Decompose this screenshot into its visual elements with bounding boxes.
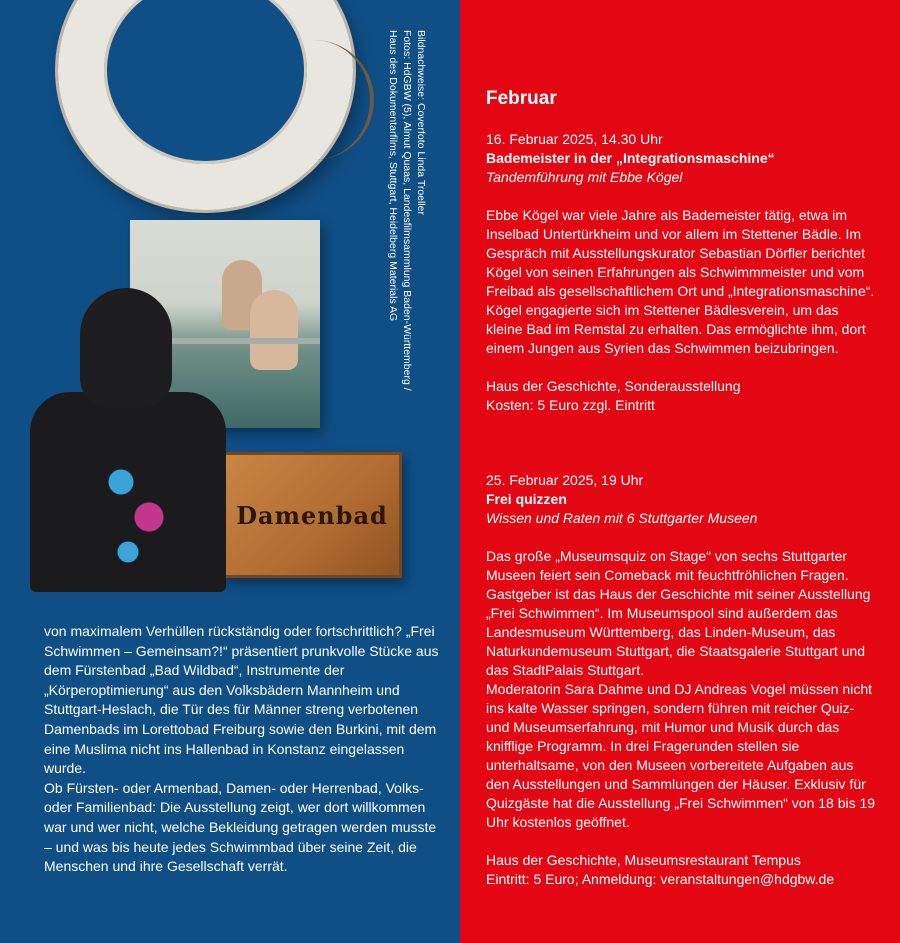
event-description: Das große „Museumsquiz on Stage“ von sechs Stuttgarter Museen feiert sein Comeback mit feuchtfröhlichen Fragen. Gastgeber ist das Haus der Geschichte mit seiner Ausstellung „Frei Schwimmen“. Im Museumspool sind außerdem das Landesmuseum Württemberg, das Linden-Museum, das Naturkundemuseum Stuttgart, die Staatsgalerie Stuttgart und das StadtPalais Stuttgart. <box>486 548 871 678</box>
left-paragraph-1: von maximalem Verhüllen rückständig oder fortschrittlich? „Frei Schwimmen – Gemeinsam?!“ präsentiert prunkvolle Stücke aus dem Fürstenbad „Bad Wildbad“, Instrumente der „Körperoptimierung“ aus den Volksbädern Mannheim und Stuttgart-Heslach, die Tür des für Männer streng verbotenen Damenbads im Lorettobad Freiburg sowie den Burkini, mit dem eine Muslima nicht ins Hallenbad in Konstanz eingelassen wurde. <box>44 623 439 777</box>
event-date: 16. Februar 2025, 14.30 Uhr <box>486 131 663 147</box>
event-cost: Eintritt: 5 Euro; Anmeldung: veranstaltungen@hdgbw.de <box>486 871 835 887</box>
event-subtitle: Wissen und Raten mit 6 Stuttgarter Museen <box>486 510 758 526</box>
burkini-print <box>100 440 170 580</box>
left-body-text <box>44 622 439 877</box>
damenbad-sign-image <box>222 452 402 578</box>
event-title: Frei quizzen <box>486 491 567 507</box>
month-heading: Februar <box>486 88 557 109</box>
photo-credits: Bildnachweise: Coverfoto Linda Troeller Fotos: HdGBW (5), Almut Quaas, Landesfilmsammlung Baden-Württemberg / Haus des Dokumentarfilms, Stuttgart, Heidelberg Materials AG <box>387 30 427 391</box>
sign-text: Damenbad <box>236 500 388 530</box>
event-date: 25. Februar 2025, 19 Uhr <box>486 472 644 488</box>
event-venue: Haus der Geschichte, Sonderausstellung <box>486 378 741 394</box>
right-panel <box>460 0 900 943</box>
event-title: Bademeister in der „Integrationsmaschine“ <box>486 150 775 166</box>
event-venue: Haus der Geschichte, Museumsrestaurant Tempus <box>486 852 801 868</box>
event-description-2: Moderatorin Sara Dahme und DJ Andreas Vogel müssen nicht ins kalte Wasser springen, sondern führen mit reicher Quiz- und Museumserfahrung, mit Humor und Musik durch das knifflige Programm. In drei Fragerunden stellen sie unterhaltsame, von den Museen vorbereitete Aufgaben aus den Ausstellungen und Sammlungen der Häuser. Exklusiv für Quizgäste hat die Ausstellung „Frei Schwimmen“ von 18 bis 19 Uhr kostenlos geöffnet. <box>486 681 876 830</box>
event-description: Ebbe Kögel war viele Jahre als Bademeister tätig, etwa im Inselbad Untertürkheim und vor allem im Stettener Bädle. Im Gespräch mit Ausstellungskurator Sebastian Dörfler berichtet Kögel von seinen Erfahrungen als Schwimmmeister und vom Freibad als gesellschaftlichem Ort und „Integrationsmaschine“. Kögel engagierte sich im Stettener Bädlesverein, um das kleine Bad im Remstal zu erhalten. Das ermöglichte ihm, dort einem Jungen aus Syrien das Schwimmen beizubringen. <box>486 207 875 356</box>
event-subtitle: Tandemführung mit Ebbe Kögel <box>486 169 683 185</box>
burkini-hood <box>80 288 172 408</box>
event-1 <box>486 130 878 415</box>
lifebuoy-rope <box>300 40 374 160</box>
left-paragraph-2: Ob Fürsten- oder Armenbad, Damen- oder Herrenbad, Volks- oder Familienbad: Die Ausstellung zeigt, wer dort willkommen war und wer nicht, welche Bekleidung getragen werden musste – und was bis heute jedes Schwimmbad über seine Zeit, die Menschen und ihre Gesellschaft verrät. <box>44 779 437 875</box>
event-2 <box>486 471 878 889</box>
event-cost: Kosten: 5 Euro zzgl. Eintritt <box>486 397 655 413</box>
